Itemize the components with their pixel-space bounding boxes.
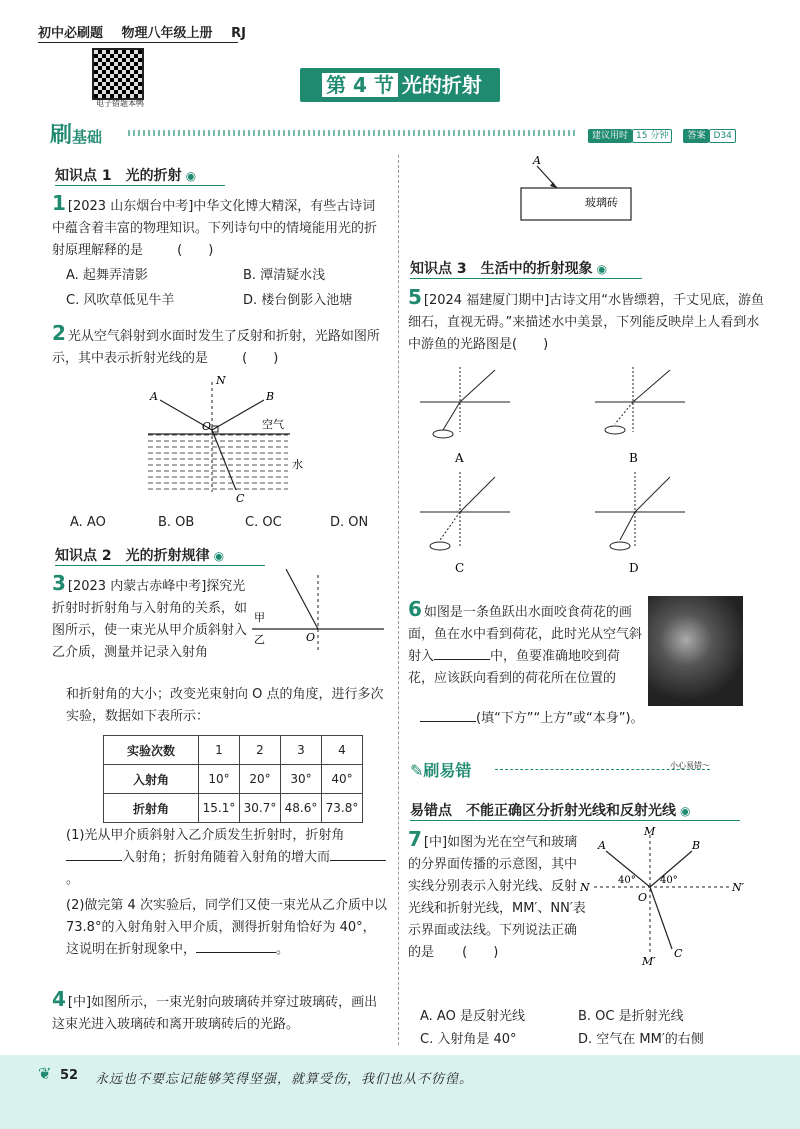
label-c: C (236, 492, 245, 505)
q6-tail (420, 708, 770, 730)
edition: RJ (231, 26, 246, 41)
kp1-title: 知识点 1 光的折射 ◉ (55, 165, 225, 186)
q6-stem1: 如图是一条鱼跃出水面咬食荷花的画面，鱼在水中看到荷花，此时光从空气斜射入 (408, 605, 643, 664)
table-cell: 2 (240, 736, 281, 765)
answer-label: 答案 (683, 129, 709, 143)
table-cell: 30° (281, 765, 322, 794)
q3-blank-2[interactable] (330, 860, 386, 861)
subject-name: 物理八年级上册 (121, 26, 213, 41)
q1-opt-c[interactable]: C. 风吹草低见牛羊 (66, 293, 175, 308)
table-row (104, 736, 363, 765)
label-a: A (150, 390, 158, 403)
q4-number: 4 (52, 987, 66, 1011)
q7-label-b: B (692, 839, 701, 852)
q1-opt-a[interactable]: A. 起舞弄清影 (66, 268, 148, 283)
column-divider (398, 155, 399, 1045)
q7-angle-right: 40° (660, 875, 678, 886)
q1-number: 1 (52, 191, 66, 215)
q3-p1b: 入射角；折射角随着入射角的增大而 (122, 850, 331, 865)
time-tags (588, 123, 736, 142)
easy-error-header (410, 758, 471, 781)
page-number: 52 (60, 1068, 79, 1083)
q5-label-c: C (455, 561, 465, 575)
table-row (104, 765, 363, 794)
time-value: 15 分钟 (632, 129, 672, 143)
banner-label: 基础 (72, 128, 103, 146)
q7-tag: [中] (423, 835, 448, 850)
table-cell: 10° (199, 765, 240, 794)
q3-incident-ray (286, 569, 318, 629)
q2-opt-c[interactable]: C. OC (245, 515, 282, 530)
footer-band (0, 1055, 800, 1129)
table-cell: 48.6° (281, 794, 322, 823)
question-1 (52, 192, 387, 262)
question-5 (408, 286, 770, 356)
label-glass: 玻璃砖 (585, 196, 618, 209)
q3-blank-1[interactable] (66, 860, 122, 861)
section-name: 光的折射 (401, 73, 482, 97)
q3-p2b: 。 (276, 942, 290, 957)
q2-opt-b[interactable]: B. OB (158, 515, 195, 530)
water-region (148, 434, 288, 494)
question-2 (52, 322, 387, 370)
q6-blank-2[interactable] (420, 721, 476, 722)
q2-opt-a[interactable]: A. AO (70, 515, 106, 530)
table-cell: 15.1° (199, 794, 240, 823)
q1-opt-b[interactable]: B. 潭清疑水浅 (243, 268, 326, 283)
kp2-title: 知识点 2 光的折射规律 ◉ (55, 545, 265, 566)
series-name: 初中必刷题 (38, 26, 104, 41)
q3-blank-3[interactable] (196, 952, 276, 953)
q2-opt-d[interactable]: D. ON (330, 515, 369, 530)
q1-paren: ( ) (177, 243, 214, 258)
q3-part-2 (66, 895, 388, 961)
question-3 (52, 572, 252, 664)
table-header-trial: 实验次数 (104, 736, 199, 765)
q1-opt-d[interactable]: D. 楼台倒影入池塘 (243, 293, 353, 308)
label-jia: 甲 (254, 611, 265, 624)
q3-p1a: (1)光从甲介质斜射入乙介质发生折射时，折射角 (66, 828, 345, 843)
q2-number: 2 (52, 321, 66, 345)
q7-stem: 如图为光在空气和玻璃的分界面传播的示意图，其中实线分别表示入射光线、反射光线和折射光线，MM′、NN′表示界面或法线。下列说法正确的是 (408, 835, 586, 960)
q7-label-mp: M′ (642, 955, 656, 965)
q7-label-c: C (674, 947, 683, 960)
ray-ob (212, 400, 264, 430)
header-rule (38, 42, 238, 43)
q5-diagram-c[interactable] (420, 472, 510, 550)
q1-source: [2023 山东烟台中考] (67, 199, 194, 214)
question-7 (408, 828, 586, 964)
easy-error-deco: 小心易错～ (670, 761, 710, 770)
footer-slogan: 永远也不要忘记能够笑得坚强，就算受伤，我们也从不彷徨。 (95, 1072, 474, 1087)
table-header-refract: 折射角 (104, 794, 199, 823)
qr-caption: 电子错题本鸭 (96, 99, 144, 108)
q7-number: 7 (408, 827, 422, 851)
question-6 (408, 598, 644, 690)
q7-opt-b[interactable]: B. OC 是折射光线 (578, 1009, 684, 1024)
lotus-fish-photo (648, 596, 743, 706)
q3-stem1: 探究光折射时折射角与入射角的关系，如图所示，使一束光从甲介质斜射入乙介质，测量并记录入射角 (52, 579, 248, 660)
error-book-icon: ✎ (410, 761, 424, 780)
q3-p2a: (2)做完第 4 次实验后，同学们又使一束光从乙介质中以 73.8°的入射角射入甲介质，测得折射角恰好为 40°，这说明在折射现象中， (66, 898, 387, 957)
table-cell: 3 (281, 736, 322, 765)
q7-label-np: N′ (732, 881, 745, 894)
label-b: B (266, 390, 275, 403)
ray-oc (650, 887, 672, 949)
q5-diagram-d[interactable] (595, 472, 685, 550)
q7-opt-a[interactable]: A. AO 是反射光线 (420, 1009, 525, 1024)
q2-stem: 光从空气斜射到水面时发生了反射和折射，光路如图所示，其中表示折射光线的是 (52, 329, 380, 366)
section-number: 第 4 节 (322, 73, 398, 97)
q3-source: [2023 内蒙古赤峰中考] (67, 579, 207, 594)
q2-figure (140, 372, 320, 512)
q1-stem: 中华文化博大精深，有些古诗词中蕴含着丰富的物理知识。下列诗句中的情境能用光的折射原理解释的是 (52, 199, 378, 258)
q7-label-a: A (598, 839, 606, 852)
q6-stem2: 中，鱼要准确地咬到荷花，应该跃向看到的荷花所在位置的 (408, 649, 621, 686)
q3-figure (252, 565, 387, 655)
q3-part-1 (66, 825, 388, 891)
q7-label-o: O (638, 891, 648, 904)
q5-diagram-a[interactable] (420, 367, 510, 438)
q4-figure (515, 152, 645, 224)
table-cell: 1 (199, 736, 240, 765)
basic-banner (50, 118, 102, 149)
q4-label-a: A (533, 154, 541, 167)
table-cell: 40° (322, 765, 363, 794)
table-cell: 20° (240, 765, 281, 794)
q5-label-a: A (455, 451, 464, 465)
q5-label-d: D (629, 561, 639, 575)
time-label: 建议用时 (588, 129, 632, 143)
q7-angle-left: 40° (618, 875, 636, 886)
label-n: N (216, 374, 226, 387)
q2-paren: ( ) (242, 351, 279, 366)
table-row (104, 794, 363, 823)
q7-label-m: M (644, 825, 656, 838)
label-air: 空气 (262, 418, 284, 431)
q4-tag: [中] (67, 995, 92, 1010)
banner-dots (128, 130, 578, 136)
q5-options-figure (415, 362, 765, 584)
q6-stem3: (填“下方”“上方”或“本身”)。 (476, 711, 644, 726)
q5-label-b: B (629, 451, 638, 465)
q3-stem2: 和折射角的大小；改变光束射向 O 点的角度，进行多次实验，数据如下表所示： (66, 687, 384, 724)
question-4 (52, 988, 387, 1036)
q3-p1c: 。 (66, 872, 80, 887)
q5-source: [2024 福建厦门期中] (423, 293, 550, 308)
q7-paren: ( ) (462, 945, 499, 960)
table-cell: 73.8° (322, 794, 363, 823)
q5-diagram-b[interactable] (595, 367, 685, 434)
q5-stem: 古诗文用“水皆缥碧，千丈见底，游鱼细石，直视无碍。”来描述水中美景，下列能反映岸上人看到水中游鱼的光路图是( ) (408, 293, 765, 352)
q4-arrowhead (550, 182, 557, 188)
q7-figure (580, 825, 750, 965)
label-water: 水 (292, 458, 303, 471)
table-cell: 4 (322, 736, 363, 765)
q3-data-table (103, 735, 363, 823)
q7-opt-c[interactable]: C. 入射角是 40° (420, 1032, 517, 1047)
qr-code-icon[interactable] (92, 48, 144, 100)
brush-glyph: 刷 (50, 123, 73, 148)
table-cell: 30.7° (240, 794, 281, 823)
q7-opt-d[interactable]: D. 空气在 MM′的右侧 (578, 1032, 704, 1047)
easy-error-label: 刷易错 (423, 761, 472, 780)
table-header-incident: 入射角 (104, 765, 199, 794)
kp3-title: 知识点 3 生活中的折射现象 ◉ (410, 258, 642, 279)
easy-point-title: 易错点 不能正确区分折射光线和反射光线 ◉ (410, 800, 740, 821)
q5-number: 5 (408, 285, 422, 309)
section-title (300, 68, 500, 102)
q3-number: 3 (52, 571, 66, 595)
label-o: O (202, 420, 212, 433)
q6-number: 6 (408, 597, 422, 621)
answer-page[interactable]: D34 (709, 129, 735, 143)
q4-stem: 如图所示，一束光射向玻璃砖并穿过玻璃砖，画出这束光进入玻璃砖和离开玻璃砖后的光路。 (52, 995, 378, 1032)
leaf-icon: ❦ (38, 1064, 52, 1083)
label-yi: 乙 (254, 633, 265, 646)
q6-blank-1[interactable] (434, 659, 490, 660)
q3-label-o: O (306, 631, 316, 644)
q7-label-n: N (580, 881, 590, 894)
